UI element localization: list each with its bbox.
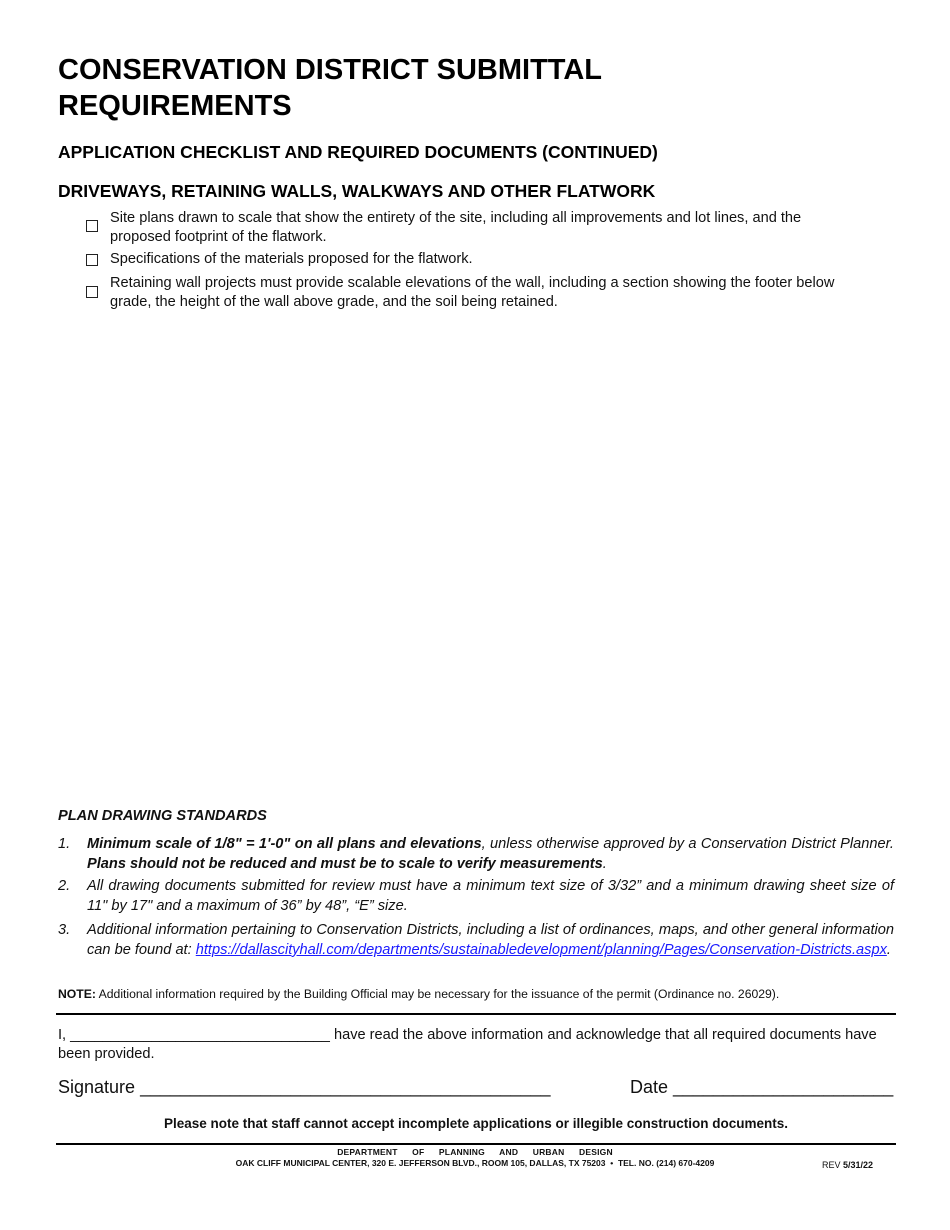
standard-text: All drawing documents submitted for review must have a minimum text size of 3/32” and a minimum drawing sheet size of 11" by 17" and a maximum of 36” by 48”, “E” size. [87, 878, 894, 914]
page-title: CONSERVATION DISTRICT SUBMITTAL REQUIREMENTS [58, 54, 602, 122]
ack-text: have read the above information and acknowledge that all required documents have been provided. [58, 1027, 877, 1062]
date-field[interactable]: ______________________ [673, 1077, 894, 1097]
conservation-districts-link[interactable]: https://dallascityhall.com/departments/sustainabledevelopment/planning/Pages/Conservation-Districts.aspx [195, 942, 887, 958]
revision-date: 5/31/22 [843, 1160, 874, 1170]
standard-text: . [602, 856, 607, 872]
checklist-item-text: Retaining wall projects must provide scalable elevations of the wall, including a section showing the footer below grade, the height of the wall above grade, and the soil being retained. [110, 275, 835, 310]
note-text: Additional information required by the Building Official may be necessary for the issuance of the permit (Ordinance no. 26029). [98, 987, 780, 1001]
date-row [630, 1077, 893, 1098]
standard-number: 1. [58, 836, 71, 852]
note-label: NOTE: [58, 987, 96, 1001]
ack-prefix: I, [58, 1027, 67, 1043]
standard-text-end: . [886, 942, 891, 958]
standard-item [58, 876, 894, 916]
acknowledgement [58, 1026, 894, 1064]
standard-item [58, 920, 894, 960]
footer-department: DEPARTMENT OF PLANNING AND URBAN DESIGN [337, 1147, 613, 1157]
checklist-item [86, 250, 866, 269]
footer-tel: TEL. NO. (214) 670-4209 [617, 1158, 715, 1168]
footer-bullet: • [610, 1158, 614, 1168]
checklist-item-text: Site plans drawn to scale that show the entirety of the site, including all improvements and lot lines, and the proposed footprint of the flatwork. [110, 210, 802, 245]
section-heading: DRIVEWAYS, RETAINING WALLS, WALKWAYS AND OTHER FLATWORK [58, 181, 656, 201]
standard-number: 2. [58, 878, 71, 894]
footer-divider [56, 1143, 896, 1145]
footer-address-line [150, 1158, 800, 1168]
note [58, 987, 779, 1001]
standard-bold: Plans should not be reduced and must be to scale to verify measurements [87, 856, 603, 872]
signature-field[interactable]: _________________________________________ [140, 1077, 551, 1097]
standard-text: Additional information pertaining to Conservation Districts, including a list of ordinances, maps, and other general information can be found at: [87, 922, 894, 958]
signature-row [58, 1077, 551, 1098]
checkbox[interactable] [86, 286, 98, 298]
signature-label: Signature [58, 1077, 136, 1097]
warning-text: Please note that staff cannot accept incomplete applications or illegible construction documents. [163, 1116, 789, 1131]
revision-label: REV [822, 1160, 841, 1170]
checklist-item-text: Specifications of the materials proposed for the flatwork. [110, 251, 473, 267]
checklist-item [86, 274, 866, 312]
date-label: Date [630, 1077, 669, 1097]
footer-address: OAK CLIFF MUNICIPAL CENTER, 320 E. JEFFERSON BLVD., ROOM 105, DALLAS, TX 75203 [235, 1158, 606, 1168]
revision [822, 1160, 873, 1170]
standard-bold: Minimum scale of 1/8" = 1'-0" on all plans and elevations [87, 836, 482, 852]
standard-text: , unless otherwise approved by a Conservation District Planner. [481, 836, 894, 852]
standards-heading: PLAN DRAWING STANDARDS [58, 808, 267, 824]
page-subtitle: APPLICATION CHECKLIST AND REQUIRED DOCUMENTS (CONTINUED) [58, 142, 658, 162]
checkbox[interactable] [86, 220, 98, 232]
standard-item [58, 834, 894, 874]
standard-number: 3. [58, 922, 71, 938]
name-field[interactable]: ________________________________ [70, 1027, 330, 1043]
checklist-item [86, 209, 866, 247]
divider [56, 1013, 896, 1015]
checkbox[interactable] [86, 254, 98, 266]
